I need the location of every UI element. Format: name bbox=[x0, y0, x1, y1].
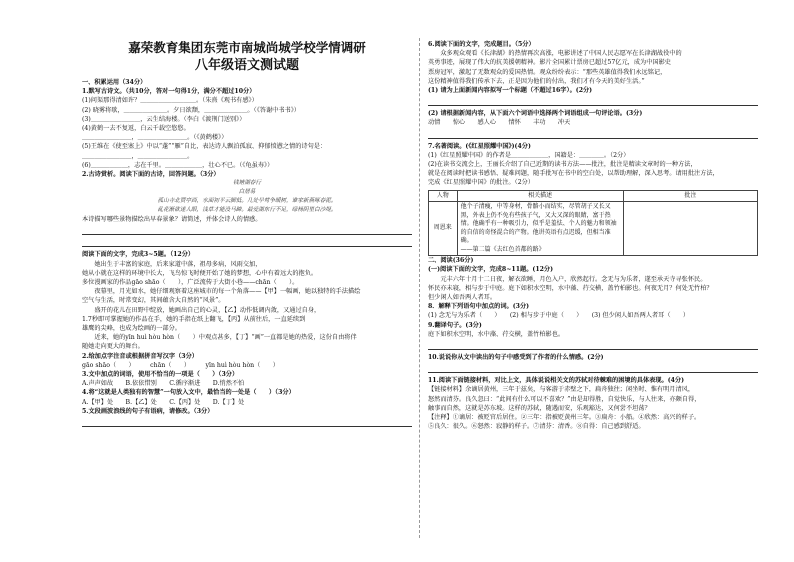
question-heading: (1) 请为上面新闻内容拟写一个标题（不超过16字）。(2分) bbox=[428, 87, 593, 95]
text-line: 1.7秒即可掌握她的作品在手，她的手指在纸上翻飞，【丙】从前往后，一直延续到 bbox=[82, 315, 306, 323]
text-line: 她从小就在这样的环境中长大，飞鸟惊飞时便开始了她的梦想，心中有着远大的抱负。 bbox=[82, 269, 318, 277]
text-line: 近来，她的yīn huì hòu hòn（ ）中观点甚多，【丁】“画”一直都是她的热爱，这份自由将伴 bbox=[82, 334, 357, 342]
description-source: ——第二篇《去红色首都的路》 bbox=[460, 245, 545, 253]
question-heading: 11.阅读下面链接材料，对比上文，具体说说相关文的苏轼对待棘难的困境的具体表现。(4分) bbox=[428, 377, 685, 385]
question-heading: 10.说说你从文中读出的句子中感受到了作者的什么情感。(2分) bbox=[428, 353, 604, 361]
question-heading: 1.默写古诗文。（共10分，答对一句得1分，满分不超过10分） bbox=[82, 88, 256, 96]
table-header-row bbox=[429, 190, 758, 202]
question-heading: 6.阅读下面的文字，完成题目。（5分） bbox=[428, 41, 535, 48]
answer-line[interactable] bbox=[428, 364, 758, 373]
question-heading: 二、阅读(36分) bbox=[428, 257, 474, 265]
answer-line[interactable] bbox=[82, 238, 412, 247]
question-heading: 2.给加点字注音或根据拼音写汉字（3分） bbox=[82, 352, 198, 360]
answer-line[interactable] bbox=[82, 226, 412, 235]
text-line: 怀民亦未寝，相与步于中庭。庭下如积水空明，水中藻、荇交横，盖竹柏影也。何夜无月？何处无竹柏？ bbox=[428, 284, 713, 292]
text-line: (1)《红星照耀中国》的作者是＿＿＿＿＿＿，国籍是：＿＿＿＿。（2分） bbox=[428, 151, 630, 159]
text-line: 英勇事迹，展现了伟大的抗美援朝精神。影片全国累计票房已超过57亿元，成为中国影史 bbox=[428, 59, 671, 67]
answer-line[interactable] bbox=[82, 418, 412, 427]
text-line: A.【甲】处 B.【乙】处 C.【丙】处 D.【丁】处 bbox=[82, 398, 245, 406]
text-line: A.声声如故 B.依依惜别 C.循序渐进 D.悄然不怕 bbox=[82, 380, 245, 388]
text-line: 她出生于丰富的家庭，后来家道中落，祖母多病，风雨交加， bbox=[82, 260, 262, 268]
question-heading: 4.将“这就是人类独有的智慧”一句放入文中，最恰当的一处是（ ）（3分） bbox=[82, 389, 295, 397]
right-column bbox=[428, 40, 758, 431]
answer-line[interactable] bbox=[428, 97, 758, 106]
text-line: 怒然而清芬。良久忽曰：“此间有什么可以不喜欢？”由是却得胜，自觉快乐，与人往来，亦颇自得， bbox=[428, 395, 701, 403]
classics-question bbox=[428, 142, 758, 188]
text-line: (3)＿＿＿＿＿＿＿＿，云生结海楼。（李白《渡荆门送别》） bbox=[82, 115, 246, 123]
text-line: 【注释】①谪居：被贬官后居住。②三年：指被贬黄州三年。③扁舟：小船。④欣然：高兴的样子。 bbox=[428, 413, 701, 421]
text-line: 空气与生活，时常变幻，其间蕴含大自然的“风景”。 bbox=[82, 297, 225, 305]
question-heading: 阅读下面的文字，完成3~5题。（12分） bbox=[82, 251, 195, 259]
exam-subtitle: 八年级语文测试题 bbox=[194, 58, 299, 73]
text-line: 触事而自然，这就是苏东坡。这样的苏轼，随遇而安，乐观豁达，又何尝不坦荡？ bbox=[428, 404, 651, 412]
text-line: 票房冠军，激起了无数观众的爱国热情。观众纷纷表示：“那些英雄值得我们永远铭记， bbox=[428, 68, 667, 76]
text-line: (5)王维在《使至塞上》中以“蓬”“雁”自比，表达诗人飘泊孤寂、抑郁愤懑之情的诗句是： bbox=[82, 143, 327, 151]
exam-title: 嘉荣教育集团东莞市南城尚城学校学情调研 bbox=[128, 40, 366, 55]
table-header: 批注 bbox=[623, 190, 757, 202]
text-line: 但少闲人如吾两人者耳。 bbox=[428, 293, 497, 301]
text-line: 动情 惊心 感人心 情怀 丰功 冲天 bbox=[428, 119, 571, 127]
text-line: ⑤良久：很久。⑥怒然：寂静的样子。⑦清芬：清香。⑧自得：自己感到舒适。 bbox=[428, 423, 645, 431]
annotation-cell[interactable] bbox=[623, 202, 757, 256]
poem-question bbox=[82, 215, 412, 224]
text-line: (1)问渠那得清如许？＿＿＿＿＿＿＿＿＿。（朱熹《观书有感》） bbox=[82, 97, 258, 105]
table-row bbox=[429, 202, 758, 256]
question-heading: 8．解释下列语句中加点的词。(3分) bbox=[428, 303, 530, 311]
question-heading: 一、积累运用（34分） bbox=[82, 79, 147, 86]
answer-line[interactable] bbox=[428, 130, 758, 139]
text-line: ＿＿＿＿＿＿＿＿，＿＿＿＿＿＿＿＿。（《黄鹤楼》） bbox=[82, 134, 228, 142]
comment-question bbox=[428, 109, 758, 127]
text-line: 众多观众观看《长津湖》的热情再次高涨，电影讲述了中国人民志愿军在长津湖战役中的 bbox=[428, 50, 682, 58]
character-description bbox=[457, 202, 623, 256]
text-line: 元丰六年十月十二日夜，解衣欲睡，月色入户，欣然起行。念无与为乐者，遂至承天寺寻张怀民。 bbox=[428, 275, 707, 283]
text-line: ＿＿＿＿＿＿＿＿，＿＿＿＿＿＿＿＿。 bbox=[82, 152, 194, 160]
question-heading: 5.文段画波浪线的句子有语病，请修改。（3分） bbox=[82, 407, 214, 415]
table-header: 人物 bbox=[429, 190, 458, 202]
section-classical-reading bbox=[428, 256, 758, 339]
answer-line[interactable] bbox=[428, 341, 758, 350]
text-line: (4)黄鹤一去不复返，白云千载空悠悠。 bbox=[82, 125, 190, 133]
question-heading: 2.古诗赏析。阅读下面的古诗，回答问题。（3分） bbox=[82, 171, 220, 179]
text-line: 庭下如积水空明，水中藻、荇交横，盖竹柏影也。 bbox=[428, 330, 565, 338]
emotion-question bbox=[428, 353, 758, 362]
section-accumulation bbox=[82, 78, 412, 179]
poem-line: 孤山寺北贾亭西，水面初平云脚低。几处早莺争暖树，谁家新燕啄春泥。 bbox=[157, 198, 337, 205]
text-line: 随她走向更大的舞台。 bbox=[82, 343, 144, 351]
text-line: 雄鹰的尖峰，也成为绘画的一部分。 bbox=[82, 325, 181, 333]
text-line: 盛开的花儿在田野中绽放，她画出自己的心灵，【乙】动作低调内敛，又通过自身， bbox=[82, 306, 321, 314]
question-heading: 3.文中加点的词语，使用不恰当的一项是（ ）（3分） bbox=[82, 371, 239, 379]
question-heading: (一)阅读下面的文字，完成8~11题。(12分) bbox=[428, 266, 554, 274]
description-text: 他个子清瘦，中等身材，骨骼小而结实，尽管胡子又长又黑，外表上仍不免有些孩子气，又大又深的眼睛，富于热情。他确乎有一种吸引力，似乎是羞怯、个人的魅力和领袖的自信的奇怪混合的产物。他讲英语有点迟缓，但相当准确。 bbox=[460, 203, 617, 245]
text-line: 夜幕里，月光如水，她仔细观察着这座城市的每一个角落——【甲】一幅画，她以独特的手法描绘 bbox=[82, 288, 361, 296]
news-question bbox=[428, 40, 758, 95]
text-line: 这份精神值得我们传承下去，正是因为他们的付出，我们才有今天的美好生活。” bbox=[428, 77, 645, 85]
column-divider bbox=[419, 38, 420, 538]
section-reading-questions bbox=[82, 250, 412, 416]
text-line: 完成《红星照耀中国》的批注。（2分） bbox=[428, 179, 535, 187]
comparison-question bbox=[428, 376, 758, 431]
table-header: 相关描述 bbox=[457, 190, 623, 202]
text-line: (2)在读书交流会上，王丽长介绍了自己近期的读书方法——批注，批注是精读文章时的一种方法， bbox=[428, 161, 697, 169]
character-name: 周恩来 bbox=[429, 202, 458, 256]
poem-line: 乱花渐欲迷人眼，浅草才能没马蹄。最爱湖东行不足，绿杨阴里白沙堤。 bbox=[157, 207, 337, 214]
left-column bbox=[82, 40, 412, 430]
text-line: (2) 晓雾将歇，＿＿＿＿＿＿＿。夕日欲颓，＿＿＿＿＿＿＿。（《答谢中书书》） bbox=[82, 106, 300, 114]
question-heading: 9.翻译句子。(3分) bbox=[428, 321, 482, 329]
text-line: gāo shāo（ ） chān（ ） yīn huì hòu hòn（ ） bbox=[82, 361, 279, 369]
text-line: 【链接材料】余谪居黄州，三年于兹矣，与客游于赤壁之下，扁舟独往；闲坐时、惟有明月清风， bbox=[428, 386, 695, 394]
poem-title: 钱塘湖春行 bbox=[233, 180, 261, 187]
text-line: (6)＿＿＿＿＿＿，志在千里。＿＿＿＿＿＿，壮心不已。（《龟虽寿》） bbox=[82, 161, 274, 169]
text-line: 就是在阅读时把读书感悟、疑难问题，随手批写在书中的空白处，以帮助理解，深入思考。请用批注方法， bbox=[428, 170, 719, 178]
question-heading: 7.名著阅读。(《红星照耀中国》)(4分) bbox=[428, 142, 531, 150]
text-line: 本诗描写哪些景物描绘出早春景象？请简述，并体会诗人的情感。 bbox=[82, 216, 262, 224]
poem-author: 白居易 bbox=[238, 189, 256, 196]
text-line: (1) 念无与为乐者（ ） (2) 相与步于中庭（ ） (3) 但少闲人如吾两人者耳（ ） bbox=[428, 312, 690, 320]
text-line: 多位漫画家的作品gāo shāo（ ），广泛流传于大街小巷——chān（ ）。 bbox=[82, 279, 299, 287]
question-heading: (2) 请根据新闻内容，从下面六个词语中选择两个词语组成一句评论语。(3分) bbox=[428, 110, 643, 118]
annotation-table bbox=[428, 190, 758, 257]
